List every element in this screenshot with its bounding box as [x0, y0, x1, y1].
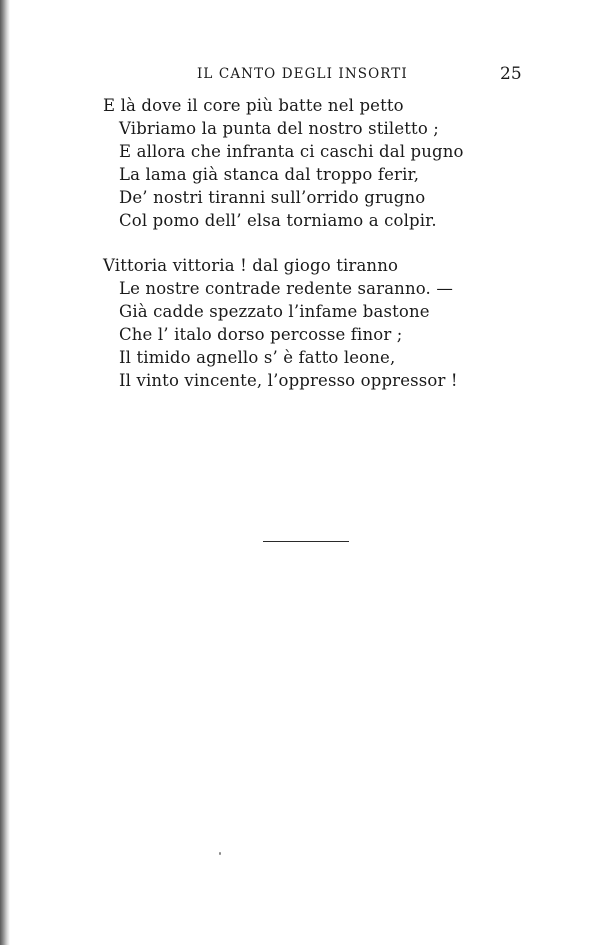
- verse-line: Che l’ italo dorso percosse finor ;: [119, 325, 403, 344]
- section-end-rule: [263, 541, 349, 542]
- page-number: 25: [500, 64, 522, 84]
- verse-line: E allora che infranta ci caschi dal pugno: [119, 142, 464, 161]
- verse-line: Le nostre contrade redente saranno. —: [119, 279, 453, 298]
- running-header: [0, 66, 616, 86]
- verse-line: La lama già stanca dal troppo ferir,: [119, 165, 420, 184]
- page-gutter-shadow: [0, 0, 10, 945]
- verse-line: Vibriamo la punta del nostro stiletto ;: [119, 119, 440, 138]
- verse-line: Col pomo dell’ elsa torniamo a colpir.: [119, 211, 437, 230]
- verse-line: De’ nostri tiranni sull’orrido grugno: [119, 188, 426, 207]
- verse-line: Già cadde spezzato l’infame bastone: [119, 302, 430, 321]
- verse-line: Il vinto vincente, l’oppresso oppressor !: [119, 371, 458, 390]
- paper-speck: [219, 852, 221, 855]
- verse-line: Vittoria vittoria ! dal giogo tiranno: [103, 256, 399, 275]
- verse-line: Il timido agnello s’ è fatto leone,: [119, 348, 396, 367]
- verse-line: E là dove il core più batte nel petto: [103, 96, 404, 115]
- running-title: IL CANTO DEGLI INSORTI: [197, 66, 408, 82]
